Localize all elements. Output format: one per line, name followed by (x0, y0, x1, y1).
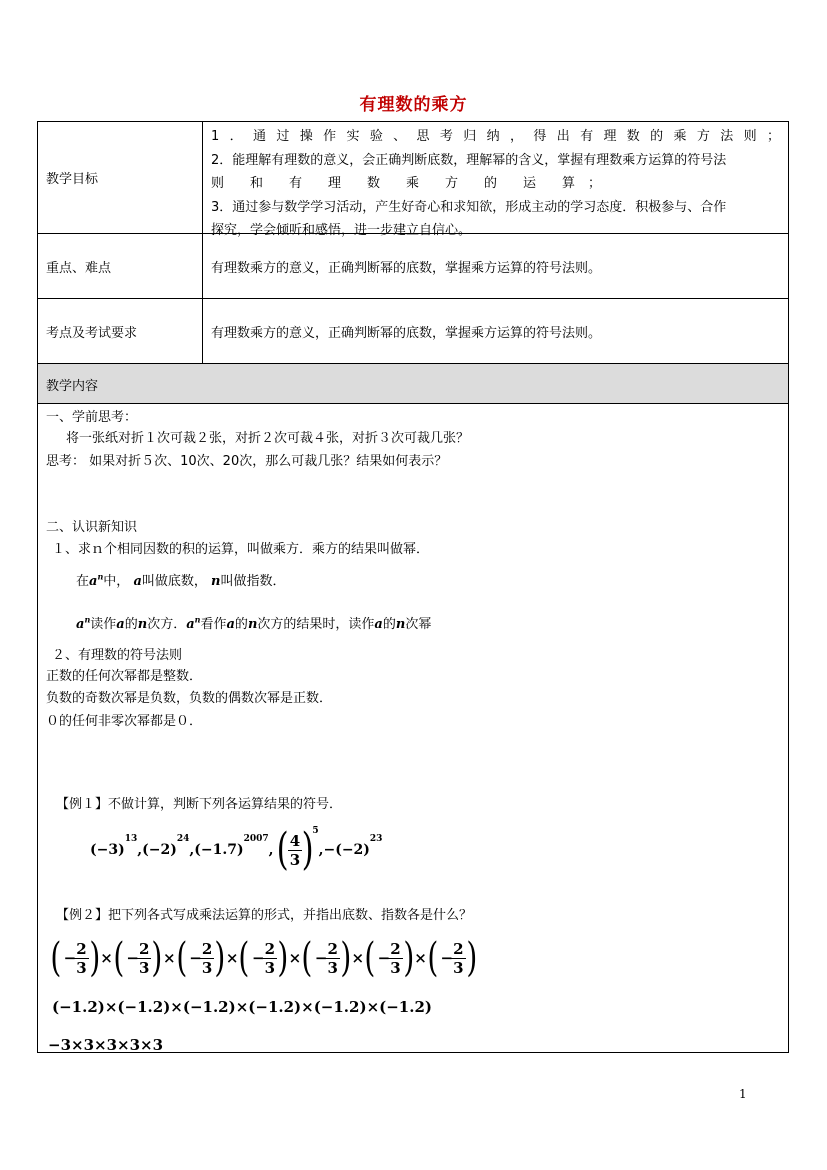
minus-sign: − (63, 949, 77, 967)
text-fragment: 读作 (90, 617, 117, 632)
left-paren: ( (113, 935, 125, 981)
text-fragment: 的 (382, 617, 396, 632)
right-paren: ) (277, 935, 289, 981)
section-1-title: 一、学前思考： (46, 410, 138, 425)
power-reading-line (76, 613, 431, 632)
minus-sign: − (440, 949, 454, 967)
fraction: $\frac{2}{3}$ (139, 939, 150, 977)
row-exam-points (38, 299, 788, 364)
base-symbol: a (374, 617, 383, 632)
example-2-text: 把下列各式写成乘法运算的形式，并指出底数、指数各是什么？ (108, 908, 473, 923)
lesson-table (37, 121, 789, 1053)
text-fragment: 叫做底数， (141, 574, 207, 589)
left-paren: ( (364, 935, 376, 981)
section-1-question-2: 思考： 如果对折５次、10次、20次，那么可裁几张？结果如何表示？ (46, 454, 448, 469)
example-2-label: 【例２】 (56, 908, 109, 923)
key-points-text: 有理数乘方的意义，正确判断幂的底数，掌握乘方运算的符号法则。 (211, 260, 602, 276)
page-number: 1 (739, 1087, 747, 1101)
page-title: 有理数的乘方 (359, 95, 468, 115)
row-key-points (38, 234, 788, 299)
minus-sign: − (252, 949, 265, 967)
goal-line-2: 2．能理解有理数的意义，会正确判断底数，理解幂的含义，掌握有理数乘方运算的符号法 (211, 152, 727, 168)
row-teaching-goals (38, 122, 788, 238)
exponent-symbol: n (247, 617, 258, 632)
example-2-integer-product: −3×3×3×3×3 (48, 1036, 164, 1054)
goal-line-3: 则 和 有 理 数 乘 方 的 运 算 ； (211, 176, 602, 191)
text-fragment: 中， (103, 574, 130, 589)
goal-line-5: 探究，学会倾听和感悟，进一步建立自信心。 (211, 223, 472, 238)
fraction: $\frac{2}{3}$ (201, 939, 213, 977)
goals-label: 教学目标 (38, 122, 203, 233)
fraction-factor (174, 935, 228, 981)
exam-points-text: 有理数乘方的意义，正确判断幂的底数，掌握乘方运算的符号法则。 (211, 325, 602, 341)
fraction-factor (236, 935, 290, 981)
text-fragment: 看作 (200, 617, 227, 632)
sign-rule-2: 负数的奇数次幂是负数，负数的偶数次幂是正数． (46, 691, 333, 706)
fraction-factor (299, 935, 353, 981)
text-fragment: 叫做指数． (220, 574, 286, 589)
minus-sign: − (377, 949, 391, 967)
minus-sign: − (189, 949, 202, 967)
power-symbol: $a^n$ (89, 571, 104, 589)
text-fragment: 的 (124, 617, 138, 632)
example-2 (56, 904, 472, 923)
text-fragment: 次方． (147, 617, 187, 632)
fraction: $\frac{2}{3}$ (264, 939, 276, 977)
section-2-definition: １、求ｎ个相同因数的积的运算，叫做乘方．乘方的结果叫做幂． (52, 542, 430, 557)
text-fragment: 次方的结果时，读作 (257, 617, 375, 632)
sign-rule-1: 正数的任何次幂都是整数． (46, 669, 203, 684)
goal-line-4: 3．通过参与数学学习活动，产生好奇心和求知欲，形成主动的学习态度．积极参与、合作 (211, 199, 727, 215)
example-2-fraction-product (48, 930, 479, 986)
key-points-label: 重点、难点 (38, 234, 203, 298)
fraction-factor (48, 935, 102, 981)
right-paren: ) (88, 935, 100, 981)
text-fragment: 的 (234, 617, 248, 632)
minus-sign: − (314, 949, 328, 967)
section-2-title: 二、认识新知识 (46, 520, 138, 535)
base-symbol: a (116, 617, 125, 632)
exponent-symbol: n (211, 574, 221, 589)
text-fragment: 次幂 (405, 617, 432, 632)
content-header: 教学内容 (46, 379, 99, 394)
power-symbol: $a^n$ (76, 614, 91, 632)
fraction-factor (362, 935, 416, 981)
fraction: $\frac{2}{3}$ (453, 939, 464, 977)
power-symbol: $a^n$ (186, 614, 201, 632)
power-notation-line (76, 570, 286, 589)
right-paren: ) (465, 935, 477, 981)
right-paren: ) (214, 935, 226, 981)
example-2-decimal-product: (−1.2)×(−1.2)×(−1.2)×(−1.2)×(−1.2)×(−1.2) (52, 998, 432, 1016)
exponent-symbol: n (137, 617, 148, 632)
right-paren: ) (403, 935, 414, 981)
times-sign: × (414, 949, 427, 967)
example-1 (56, 793, 342, 812)
fraction: $\frac{2}{3}$ (327, 939, 338, 977)
exam-points-label: 考点及考试要求 (38, 299, 203, 363)
fraction-factor (111, 935, 165, 981)
section-3-title: ２、有理数的符号法则 (52, 648, 183, 663)
left-paren: ( (301, 935, 313, 981)
times-sign: × (163, 949, 176, 967)
times-sign: × (351, 949, 365, 967)
section-1-question-1: 将一张纸对折１次可裁２张，对折２次可裁４张，对折３次可裁几张？ (66, 431, 470, 446)
base-symbol: a (226, 617, 235, 632)
minus-sign: − (126, 949, 139, 967)
times-sign: × (225, 949, 239, 967)
times-sign: × (288, 949, 302, 967)
base-symbol: a (133, 574, 142, 589)
example-1-text: 不做计算，判断下列各运算结果的符号． (108, 797, 343, 812)
teaching-content (38, 404, 788, 1052)
exponent-symbol: n (395, 617, 406, 632)
fraction: $\frac{2}{3}$ (76, 939, 87, 977)
example-1-expressions: (−3) $^{13}$ ,(−2) $^{24}$ ,(−1.7) $^{2007}$ , ( $\frac{4}{3}$ ) 5 ,−(−2) $^{23}$ (90, 824, 383, 875)
fraction: $\frac{2}{3}$ (390, 939, 401, 977)
right-paren: ) (151, 935, 163, 981)
times-sign: × (100, 949, 113, 967)
sign-rule-3: ０的任何非零次幂都是０． (46, 714, 203, 729)
text-fragment: 在 (76, 574, 90, 589)
left-paren: ( (50, 935, 62, 981)
goal-line-1: 1．通过操作实验、思考归纳，得出有理数的乘方法则； (211, 129, 780, 144)
fraction: $\frac{4}{3}$ (289, 831, 301, 869)
left-paren: ( (427, 935, 439, 981)
row-content-header (38, 364, 788, 404)
fraction-factor (425, 935, 479, 981)
left-paren: ( (238, 935, 250, 981)
goals-content (203, 122, 788, 238)
right-paren: ) (340, 935, 352, 981)
example-1-label: 【例１】 (56, 797, 109, 812)
left-paren: ( (175, 935, 187, 981)
